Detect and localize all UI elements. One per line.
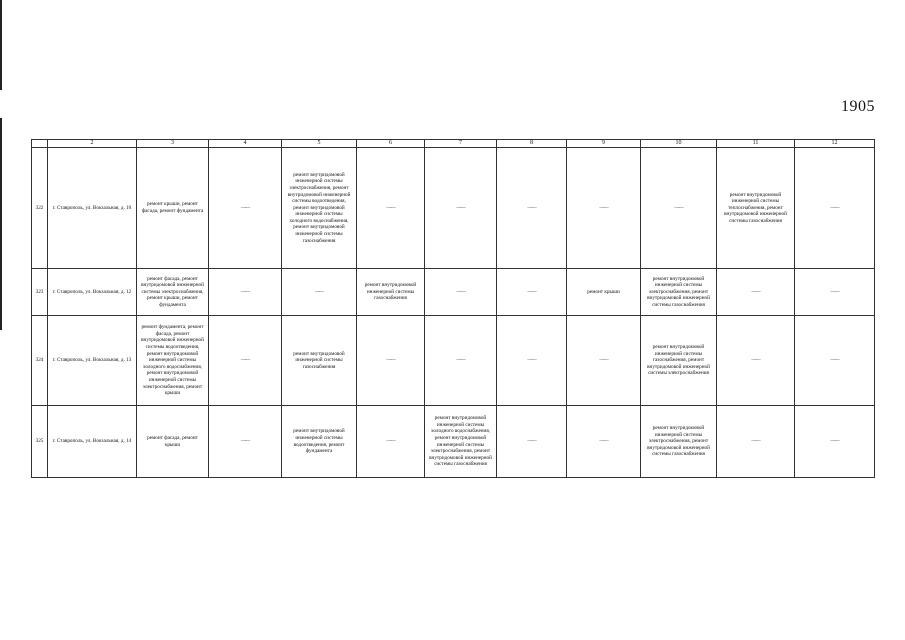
work-cell: ремонт внутридомовой инженерной системы теплоснабжения, ремонт внутридомовой инженерной системы газоснабжения <box>717 148 795 269</box>
header-cell: 10 <box>641 140 717 148</box>
header-cell: 8 <box>497 140 567 148</box>
empty-dash-cell: —— <box>357 316 425 406</box>
work-cell: ремонт крыши, ремонт фасада, ремонт фундамента <box>137 148 209 269</box>
header-cell: 2 <box>48 140 137 148</box>
empty-dash-cell: —— <box>357 406 425 478</box>
work-cell: ремонт внутридомовой инженерной системы водоотведения, ремонт фундамента <box>282 406 357 478</box>
scan-edge-mark-top <box>0 0 2 90</box>
work-cell: ремонт внутридомовой инженерной системы холодного водоснабжения, ремонт внутридомовой инженерной системы электроснабжения, ремонт внутридомовой инженерной системы газоснабжения <box>425 406 497 478</box>
empty-dash-cell: —— <box>209 316 282 406</box>
work-cell: ремонт фасада, ремонт крыши <box>137 406 209 478</box>
header-cell <box>32 140 48 148</box>
header-cell: 11 <box>717 140 795 148</box>
scan-edge-mark-bottom <box>0 118 2 330</box>
header-cell: 7 <box>425 140 497 148</box>
work-cell: ремонт внутридомовой инженерной системы электроснабжения, ремонт внутридомовой инженерной системы газоснабжения <box>641 406 717 478</box>
address-cell: г. Ставрополь, ул. Вокзальная, д. 14 <box>48 406 137 478</box>
empty-dash-cell: —— <box>795 269 875 316</box>
work-cell: ремонт фундамента, ремонт фасада, ремонт внутридомовой инженерной системы водоотведения, ремонт внутридомовой инженерной системы холодного водоснабжения, ремонт внутридомовой инженерной системы электроснабжения, ремонт крыши <box>137 316 209 406</box>
empty-dash-cell: —— <box>717 316 795 406</box>
work-cell: ремонт внутридомовой инженерной системы газоснабжения <box>357 269 425 316</box>
header-cell: 3 <box>137 140 209 148</box>
empty-dash-cell: —— <box>209 406 282 478</box>
work-cell: ремонт крыши <box>567 269 641 316</box>
row-number: 324 <box>32 316 48 406</box>
header-cell: 5 <box>282 140 357 148</box>
empty-dash-cell: —— <box>567 148 641 269</box>
page-number: 1905 <box>841 98 875 115</box>
empty-dash-cell: —— <box>795 148 875 269</box>
empty-dash-cell: —— <box>717 269 795 316</box>
table-row <box>32 316 875 406</box>
empty-dash-cell: —— <box>209 269 282 316</box>
header-cell: 6 <box>357 140 425 148</box>
table-row <box>32 148 875 269</box>
work-cell: ремонт внутридомовой инженерной системы электроснабжения, ремонт внутридомовой инженерной системы газоснабжения <box>641 269 717 316</box>
address-cell: г. Ставрополь, ул. Вокзальная, д. 13 <box>48 316 137 406</box>
table-row <box>32 269 875 316</box>
empty-dash-cell: —— <box>282 269 357 316</box>
empty-dash-cell: —— <box>641 148 717 269</box>
empty-dash-cell: —— <box>425 148 497 269</box>
empty-dash-cell: —— <box>497 269 567 316</box>
empty-dash-cell: —— <box>795 316 875 406</box>
empty-dash-cell: —— <box>209 148 282 269</box>
row-number: 323 <box>32 269 48 316</box>
empty-dash-cell: —— <box>567 406 641 478</box>
empty-dash-cell: —— <box>795 406 875 478</box>
address-cell: г. Ставрополь, ул. Вокзальная, д. 10 <box>48 148 137 269</box>
empty-dash-cell: —— <box>425 316 497 406</box>
work-cell: ремонт внутридомовой инженерной системы газоснабжения, ремонт внутридомовой инженерной системы электроснабжения <box>641 316 717 406</box>
empty-dash-cell: —— <box>497 148 567 269</box>
work-cell: ремонт внутридомовой инженерной системы газоснабжения <box>282 316 357 406</box>
header-cell: 12 <box>795 140 875 148</box>
work-cell: ремонт фасада, ремонт внутридомовой инженерной системы электроснабжения, ремонт крыши, ремонт фундамента <box>137 269 209 316</box>
address-cell: г. Ставрополь, ул. Вокзальная, д. 12 <box>48 269 137 316</box>
header-cell: 4 <box>209 140 282 148</box>
header-cell: 9 <box>567 140 641 148</box>
empty-dash-cell: —— <box>497 406 567 478</box>
empty-dash-cell: —— <box>497 316 567 406</box>
empty-dash-cell: —— <box>357 148 425 269</box>
row-number: 322 <box>32 148 48 269</box>
table-row <box>32 406 875 478</box>
empty-dash-cell: —— <box>425 269 497 316</box>
repair-schedule-table <box>31 139 875 478</box>
work-cell: ремонт внутридомовой инженерной системы электроснабжения, ремонт внутридомовой инженерной системы водоотведения, ремонт внутридомовой инженерной системы холодного водоснабжения, ремонт внутридомовой инженерной системы газоснабжения <box>282 148 357 269</box>
empty-dash-cell: —— <box>717 406 795 478</box>
header-row <box>32 140 875 148</box>
empty-dash-cell: —— <box>567 316 641 406</box>
row-number: 325 <box>32 406 48 478</box>
